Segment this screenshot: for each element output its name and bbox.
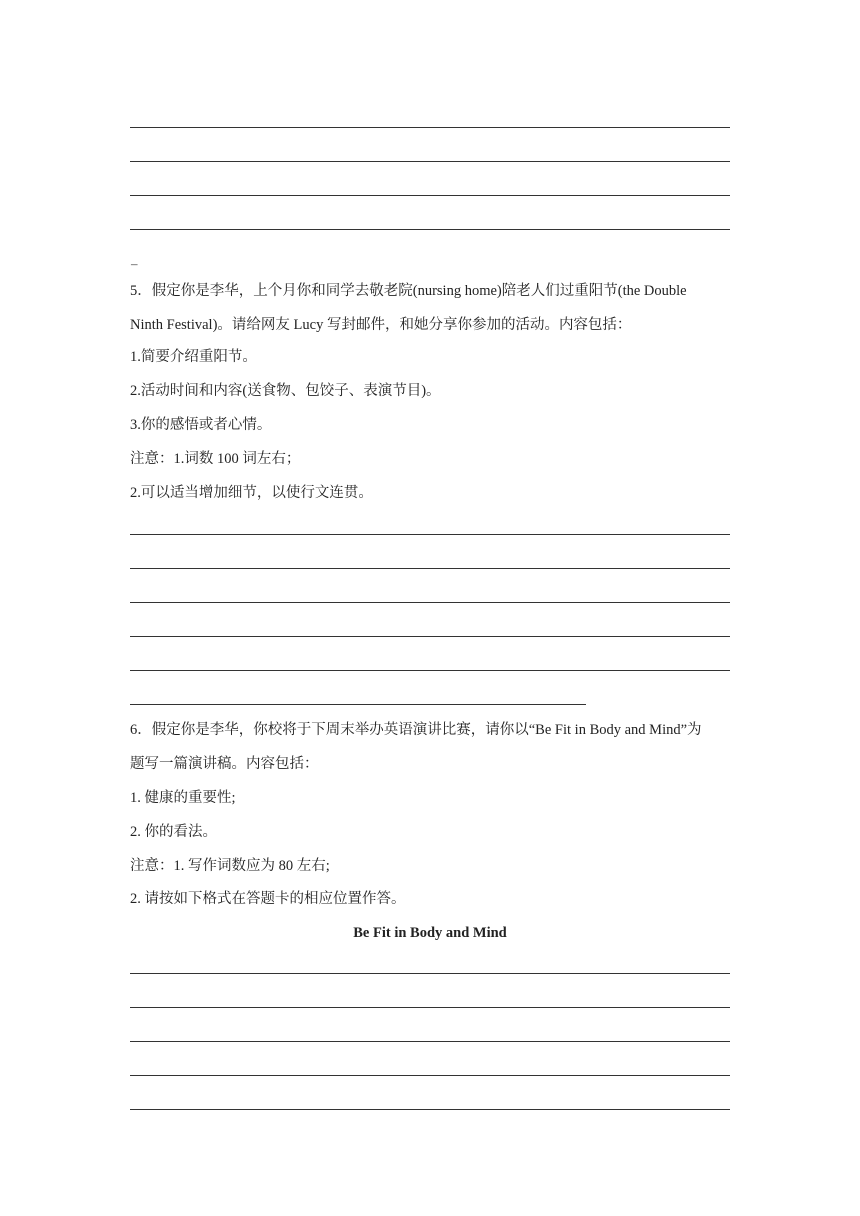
answer-line[interactable] <box>130 568 730 569</box>
q6-note-1: 注意：1. 写作词数应为 80 左右; <box>130 858 330 874</box>
answer-line[interactable] <box>130 161 730 162</box>
answer-line-tail: – <box>131 256 138 271</box>
q5-prompt-line-2: Ninth Festival)。请给网友 Lucy 写封邮件，和她分享你参加的活动。内容包括： <box>130 317 632 333</box>
answer-line[interactable] <box>130 1041 730 1042</box>
q5-requirement-2: 2.活动时间和内容(送食物、包饺子、表演节目)。 <box>130 383 441 399</box>
answer-line[interactable] <box>130 195 730 196</box>
q6-note-2: 2. 请按如下格式在答题卡的相应位置作答。 <box>130 891 406 907</box>
q6-requirement-2: 2. 你的看法。 <box>130 824 217 840</box>
q5-note-2: 2.可以适当增加细节，以使行文连贯。 <box>130 485 373 501</box>
answer-line[interactable] <box>130 973 730 974</box>
answer-line[interactable] <box>130 1109 730 1110</box>
q6-prompt-line-1: 6．假定你是李华，你校将于下周末举办英语演讲比赛，请你以“Be Fit in Body and Mind”为 <box>130 722 702 738</box>
q5-prompt-line-1: 5．假定你是李华，上个月你和同学去敬老院(nursing home)陪老人们过重阳节(the Double <box>130 283 687 299</box>
answer-line[interactable] <box>130 670 730 671</box>
answer-line[interactable] <box>130 1075 730 1076</box>
answer-line[interactable] <box>130 636 730 637</box>
q5-requirement-3: 3.你的感悟或者心情。 <box>130 417 272 433</box>
essay-title: Be Fit in Body and Mind <box>353 925 507 941</box>
q5-note-1: 注意：1.词数 100 词左右； <box>130 451 301 467</box>
answer-line[interactable] <box>130 534 730 535</box>
answer-line[interactable] <box>130 1007 730 1008</box>
answer-line[interactable] <box>130 229 730 230</box>
answer-line[interactable] <box>130 704 586 705</box>
answer-line[interactable] <box>130 127 730 128</box>
q6-requirement-1: 1. 健康的重要性; <box>130 790 236 806</box>
q5-requirement-1: 1.简要介绍重阳节。 <box>130 349 257 365</box>
q6-prompt-line-2: 题写一篇演讲稿。内容包括： <box>130 756 319 772</box>
answer-line[interactable] <box>130 602 730 603</box>
